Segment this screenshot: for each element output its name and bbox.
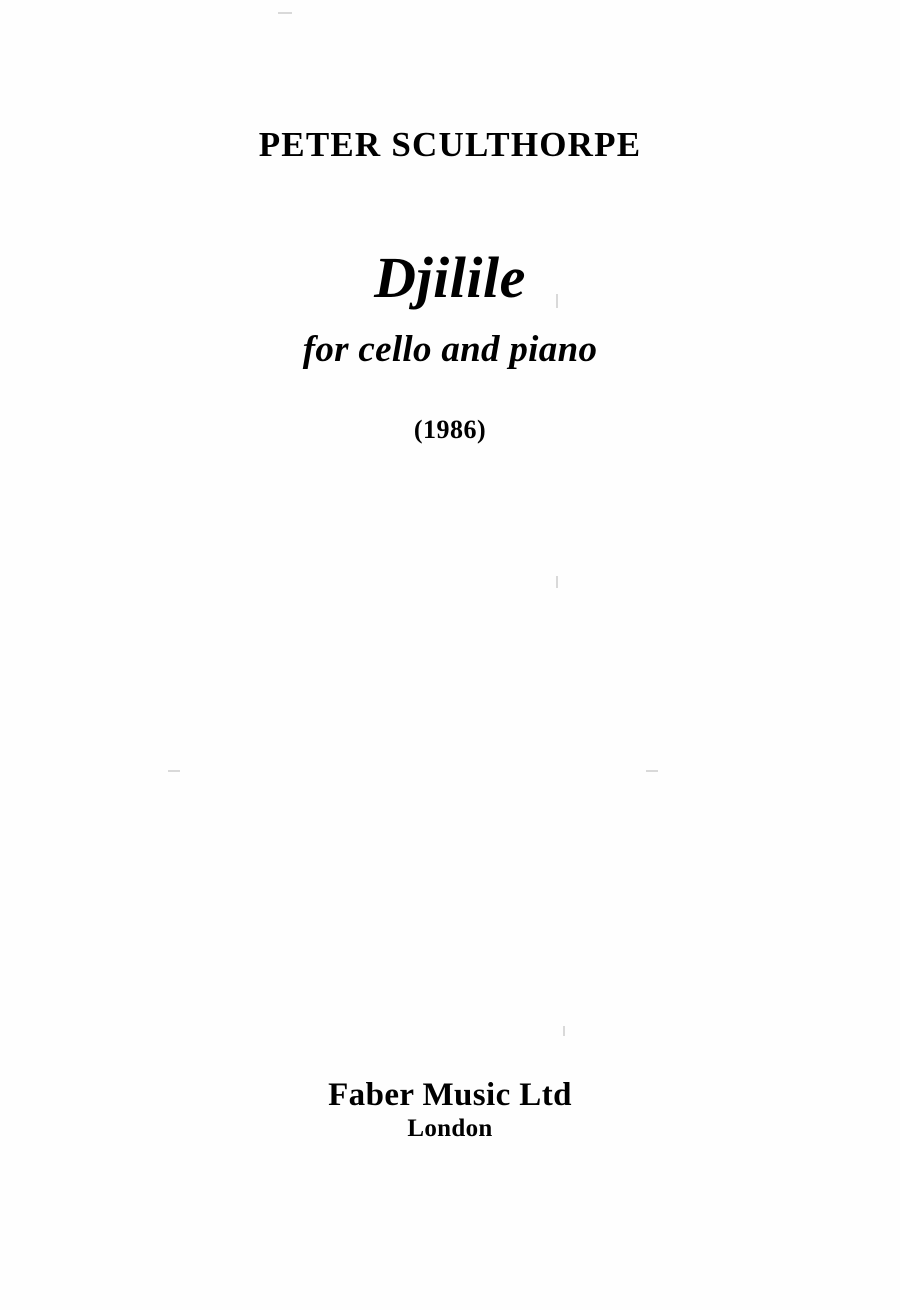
paper-mark <box>556 576 558 588</box>
page-title: Djilile <box>374 245 526 310</box>
instrumentation-subtitle: for cello and piano <box>302 329 598 370</box>
paper-mark <box>168 770 180 772</box>
paper-mark <box>646 770 658 772</box>
publisher-name: Faber Music Ltd <box>328 1077 572 1113</box>
composition-year: (1986) <box>413 415 487 444</box>
composer-name: PETER SCULTHORPE <box>258 125 642 164</box>
publisher-city: London <box>407 1115 493 1142</box>
paper-mark <box>278 12 292 14</box>
paper-mark <box>563 1026 565 1036</box>
